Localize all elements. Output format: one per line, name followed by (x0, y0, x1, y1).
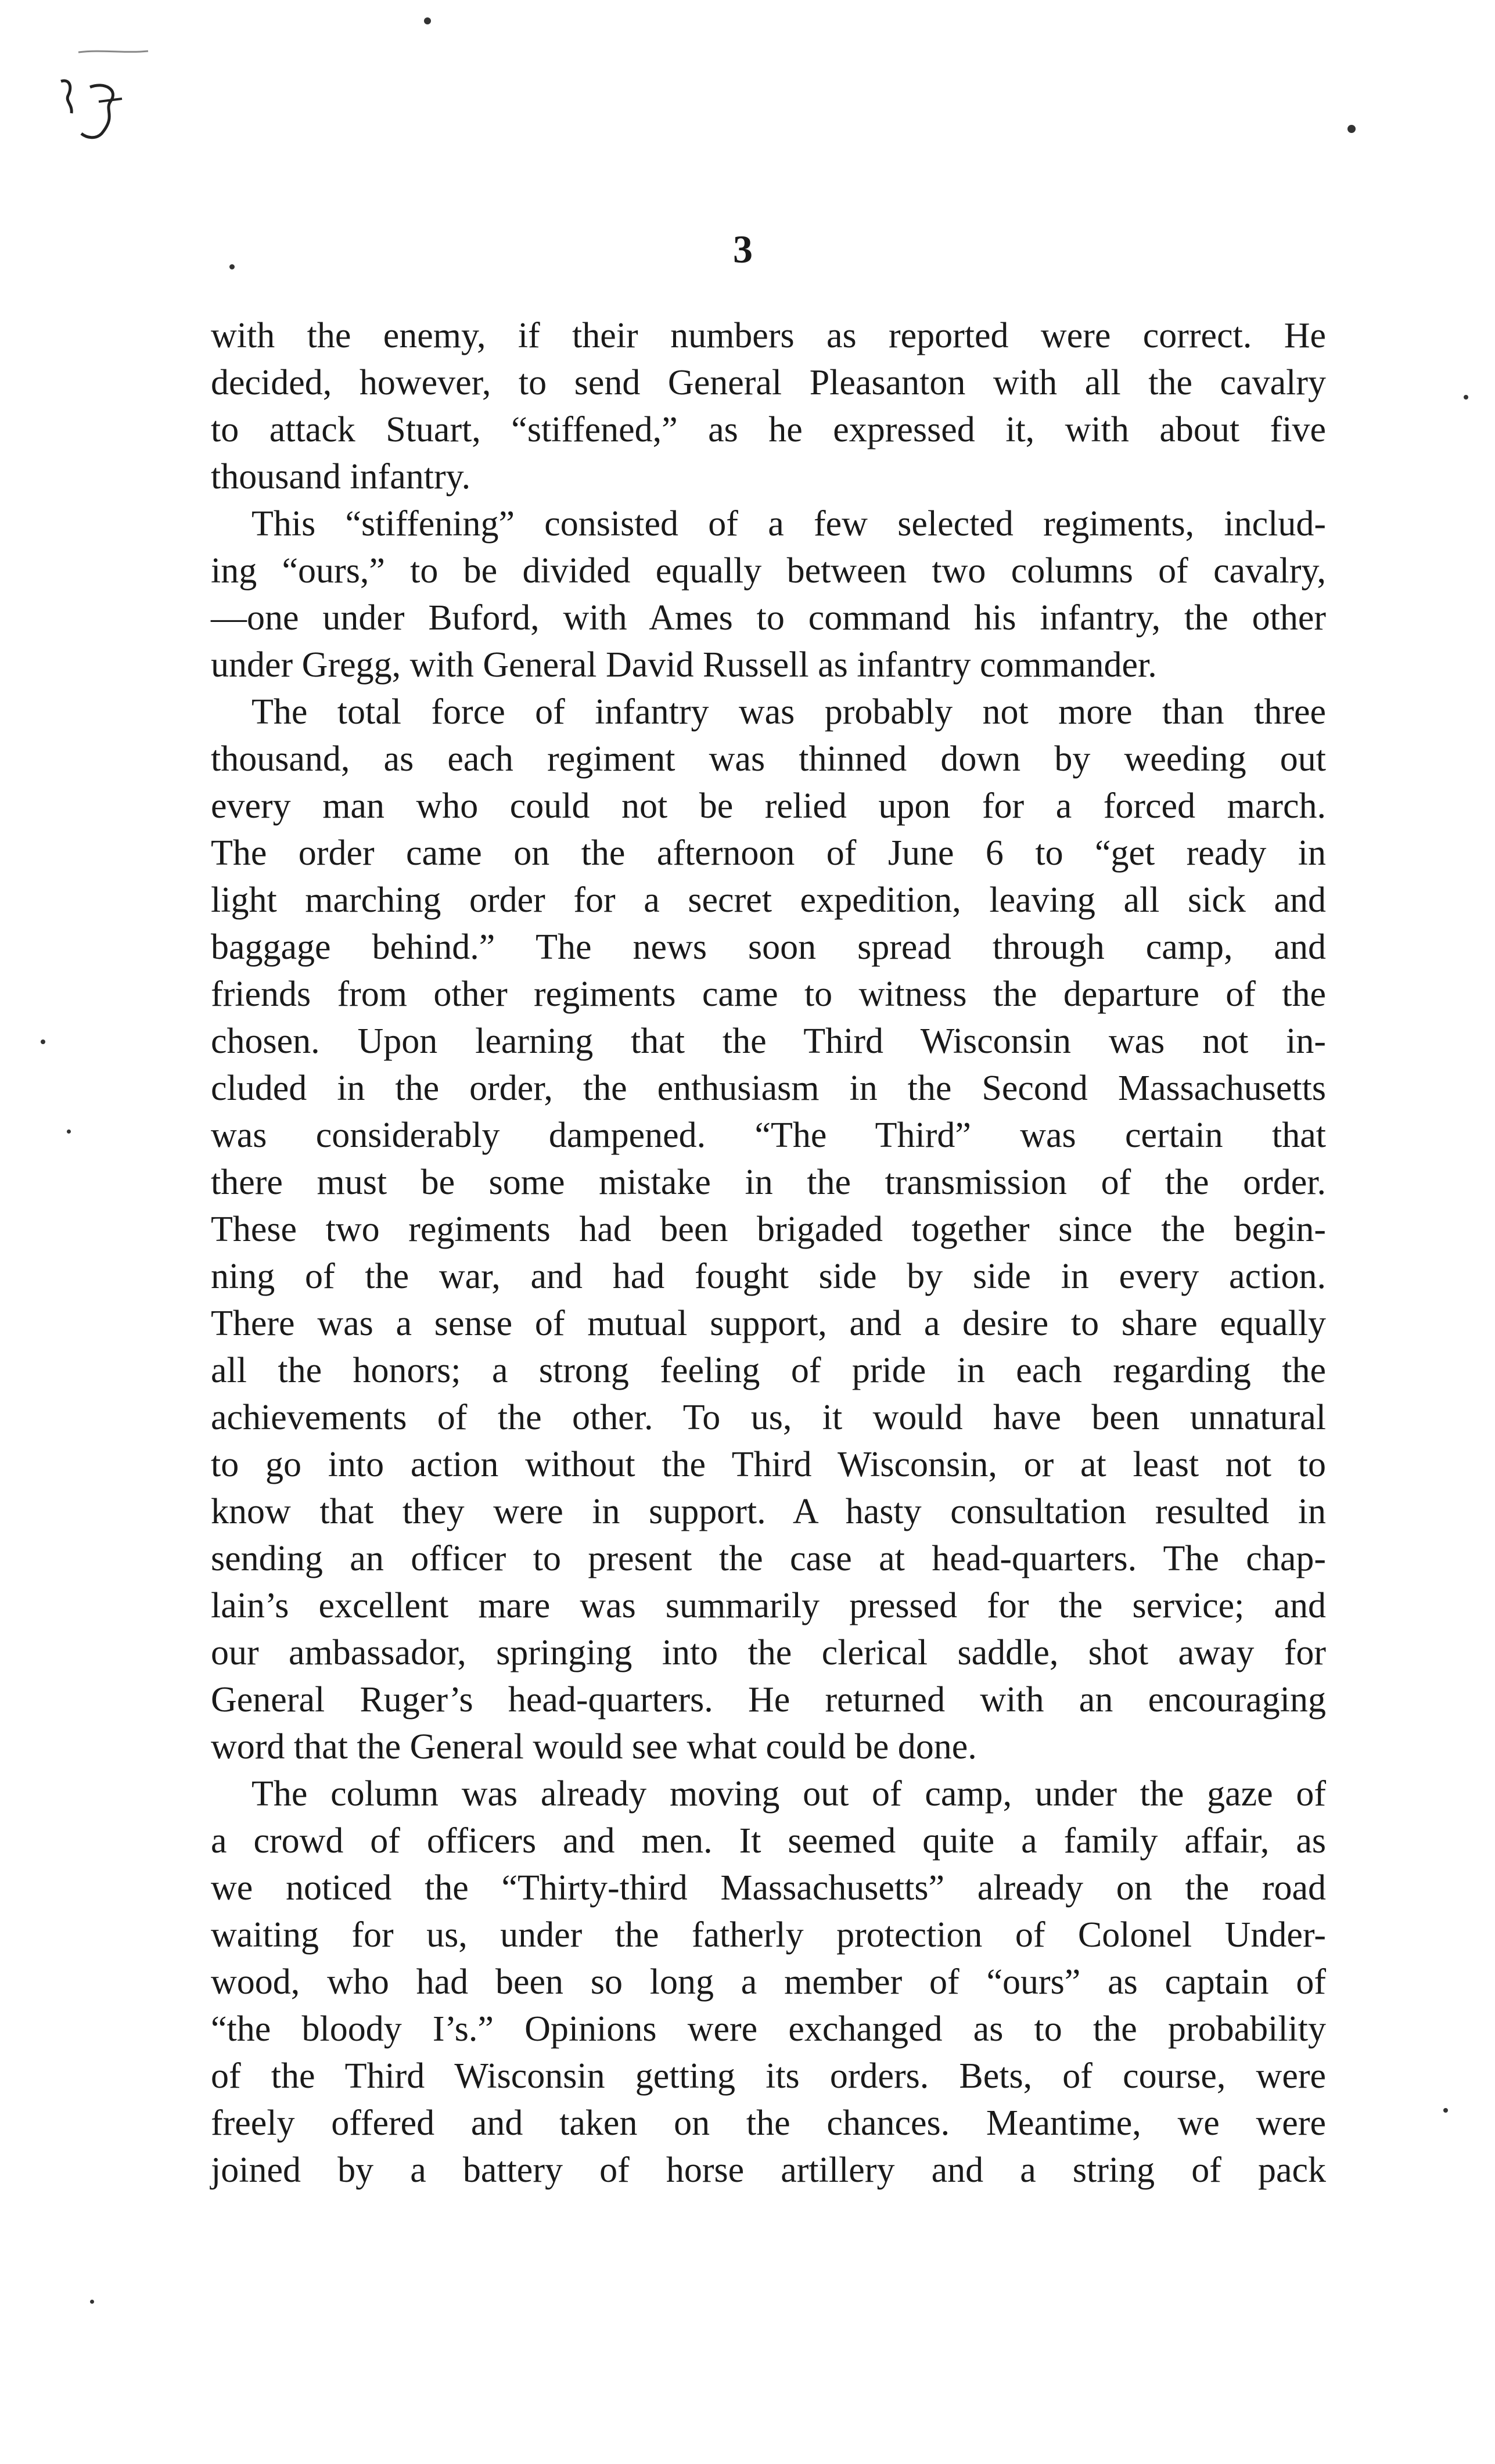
text-line: to attack Stuart, “stiffened,” as he expressed it, with about five (211, 410, 1326, 449)
text-line: lain’s excellent mare was summarily pressed for the service; and (211, 1586, 1326, 1625)
text-line: ing “ours,” to be divided equally between two columns of cavalry, (211, 551, 1326, 591)
text-line: General Ruger’s head-quarters. He returned with an encouraging (211, 1680, 1326, 1720)
speck (1443, 2108, 1448, 2113)
text-line: ning of the war, and had fought side by side in every action. (211, 1257, 1326, 1296)
text-line: freely offered and taken on the chances. Meantime, we were (211, 2103, 1326, 2143)
body-text (211, 312, 1326, 2194)
text-line: waiting for us, under the fatherly protection of Colonel Under- (211, 1915, 1326, 1955)
text-line: to go into action without the Third Wisconsin, or at least not to (211, 1445, 1326, 1484)
text-line: —one under Buford, with Ames to command his infantry, the other (211, 598, 1326, 638)
text-line: our ambassador, springing into the clerical saddle, shot away for (211, 1633, 1326, 1672)
text-line: we noticed the “Thirty-third Massachusetts” already on the road (211, 1868, 1326, 1908)
text-line: light marching order for a secret expedition, leaving all sick and (211, 880, 1326, 920)
handwritten-mark (55, 46, 160, 157)
speck (1464, 395, 1468, 400)
speck (424, 17, 431, 24)
text-line: This “stiffening” consisted of a few selected regiments, includ- (251, 504, 1326, 544)
paragraph (211, 312, 1326, 501)
text-line: a crowd of officers and men. It seemed quite a family affair, as (211, 1821, 1326, 1861)
speck (90, 2300, 94, 2304)
text-line: word that the General would see what could be done. (211, 1727, 977, 1767)
text-line: cluded in the order, the enthusiasm in the Second Massachusetts (211, 1069, 1326, 1108)
text-line: These two regiments had been brigaded together since the begin- (211, 1210, 1326, 1249)
text-line: under Gregg, with General David Russell as infantry commander. (211, 645, 1157, 685)
text-line: was considerably dampened. “The Third” was certain that (211, 1116, 1326, 1155)
text-line: wood, who had been so long a member of “ours” as captain of (211, 1962, 1326, 2002)
text-line: know that they were in support. A hasty consultation resulted in (211, 1492, 1326, 1531)
text-line: The order came on the afternoon of June 6 to “get ready in (211, 833, 1326, 873)
text-line: of the Third Wisconsin getting its orders. Bets, of course, were (211, 2056, 1326, 2096)
text-line: there must be some mistake in the transmission of the order. (211, 1163, 1326, 1202)
speck (67, 1130, 71, 1134)
speck (229, 264, 235, 269)
paragraph (211, 501, 1326, 689)
speck (41, 1039, 45, 1044)
page-number: 3 (733, 227, 753, 271)
text-line: sending an officer to present the case at head-quarters. The chap- (211, 1539, 1326, 1578)
text-line: joined by a battery of horse artillery and a string of pack (211, 2150, 1326, 2190)
paragraph (211, 689, 1326, 1771)
text-line: thousand, as each regiment was thinned down by weeding out (211, 739, 1326, 779)
text-line: thousand infantry. (211, 457, 471, 497)
text-line: There was a sense of mutual support, and a desire to share equally (211, 1304, 1326, 1343)
speck (1347, 125, 1356, 133)
text-line: every man who could not be relied upon for a forced march. (211, 786, 1326, 826)
text-line: The column was already moving out of camp, under the gaze of (251, 1774, 1326, 1814)
text-line: all the honors; a strong feeling of pride in each regarding the (211, 1351, 1326, 1390)
paragraph (211, 1771, 1326, 2194)
text-line: The total force of infantry was probably not more than three (251, 692, 1326, 732)
text-line: “the bloody I’s.” Opinions were exchanged as to the probability (211, 2009, 1326, 2049)
text-line: friends from other regiments came to witness the departure of the (211, 974, 1326, 1014)
text-line: baggage behind.” The news soon spread through camp, and (211, 927, 1326, 967)
text-line: with the enemy, if their numbers as reported were correct. He (211, 316, 1326, 355)
text-line: chosen. Upon learning that the Third Wisconsin was not in- (211, 1021, 1326, 1061)
text-line: achievements of the other. To us, it would have been unnatural (211, 1398, 1326, 1437)
text-line: decided, however, to send General Pleasanton with all the cavalry (211, 363, 1326, 402)
